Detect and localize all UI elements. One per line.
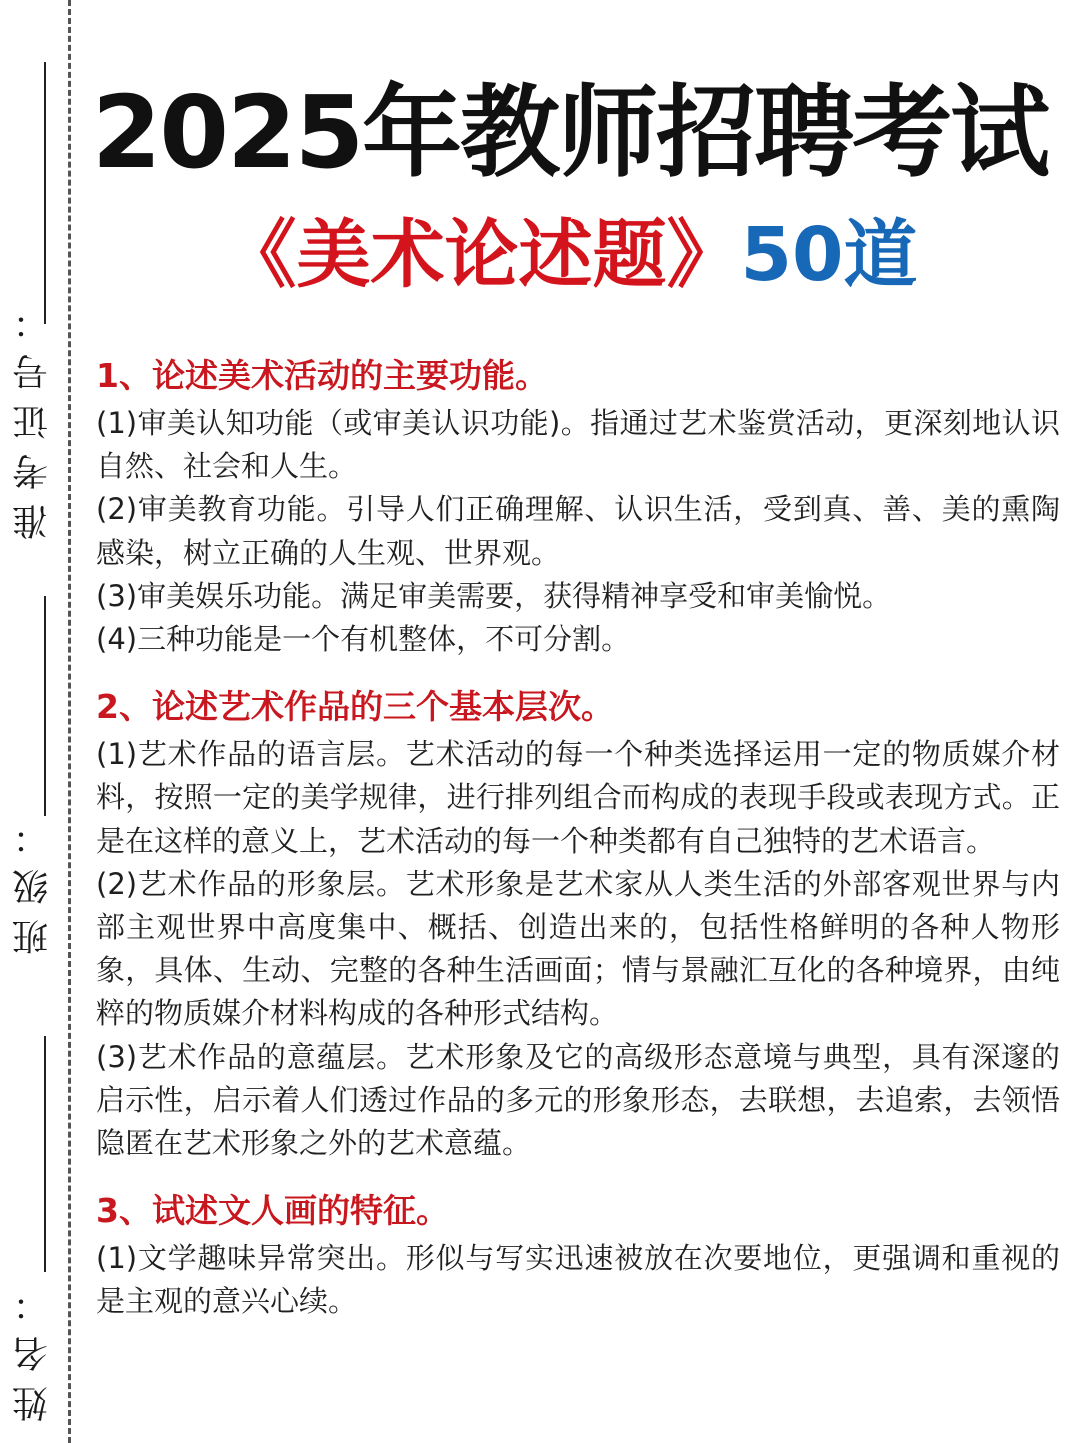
exam-number-blank-line: [44, 62, 46, 324]
answer-paragraph: (4)三种功能是一个有机整体，不可分割。: [96, 622, 631, 657]
subtitle-topic: 《美术论述题》: [222, 212, 741, 298]
answer-paragraph: (3)审美娱乐功能。满足审美需要，获得精神享受和审美愉悦。: [96, 578, 892, 613]
answer-paragraph: (1)审美认知功能（或审美认识功能)。指通过艺术鉴赏活动，更深刻地认识自然、社会和人生。: [96, 406, 1060, 484]
question-title: 1、论述美术活动的主要功能。: [96, 356, 548, 395]
answer-paragraph: (1)艺术作品的语言层。艺术活动的每一个种类选择运用一定的物质媒介材料，按照一定的美学规律，进行排列组合而构成的表现手段或表现方式。正是在这样的意义上，艺术活动的每一个种类都有自己独特的艺术语言。: [96, 737, 1060, 858]
answer-paragraph: (2)艺术作品的形象层。艺术形象是艺术家从人类生活的外部客观世界与内部主观世界中高度集中、概括、创造出来的，包括性格鲜明的各种人物形象，具体、生动、完整的各种生活画面；情与景融汇互化的各种境界，由纯粹的物质媒介材料构成的各种形式结构。: [96, 866, 1060, 1031]
answer-paragraph: (3)艺术作品的意蕴层。艺术形象及它的高级形态意境与典型，具有深邃的启示性，启示着人们透过作品的多元的形象形态，去联想，去追索，去领悟隐匿在艺术形象之外的艺术意蕴。: [96, 1039, 1060, 1161]
question-section-3: [96, 1187, 1060, 1323]
class-blank-line: [44, 596, 46, 816]
subtitle-count: 50道: [740, 212, 918, 298]
page-title: 2025年教师招聘考试: [91, 74, 1049, 191]
exam-number-label: 准考证号：: [12, 290, 54, 540]
answer-paragraph: (1)文学趣味异常突出。形似与写实迅速被放在次要地位，更强调和重视的是主观的意兴心续。: [96, 1241, 1060, 1319]
question-list: [96, 352, 1060, 1346]
question-title: 3、试述文人画的特征。: [96, 1191, 449, 1231]
page-subtitle: [70, 200, 1070, 310]
name-blank-line: [44, 1036, 46, 1272]
question-title: 2、论述艺术作品的三个基本层次。: [96, 687, 614, 727]
name-label: 姓名：: [12, 1272, 54, 1422]
answer-paragraph: (2)审美教育功能。引导人们正确理解、认识生活，受到真、善、美的熏陶感染，树立正确的人生观、世界观。: [96, 492, 1060, 570]
binding-margin: [0, 0, 78, 1443]
class-label: 班级：: [12, 805, 54, 955]
question-section-2: [96, 683, 1060, 1165]
question-section-1: [96, 352, 1060, 661]
